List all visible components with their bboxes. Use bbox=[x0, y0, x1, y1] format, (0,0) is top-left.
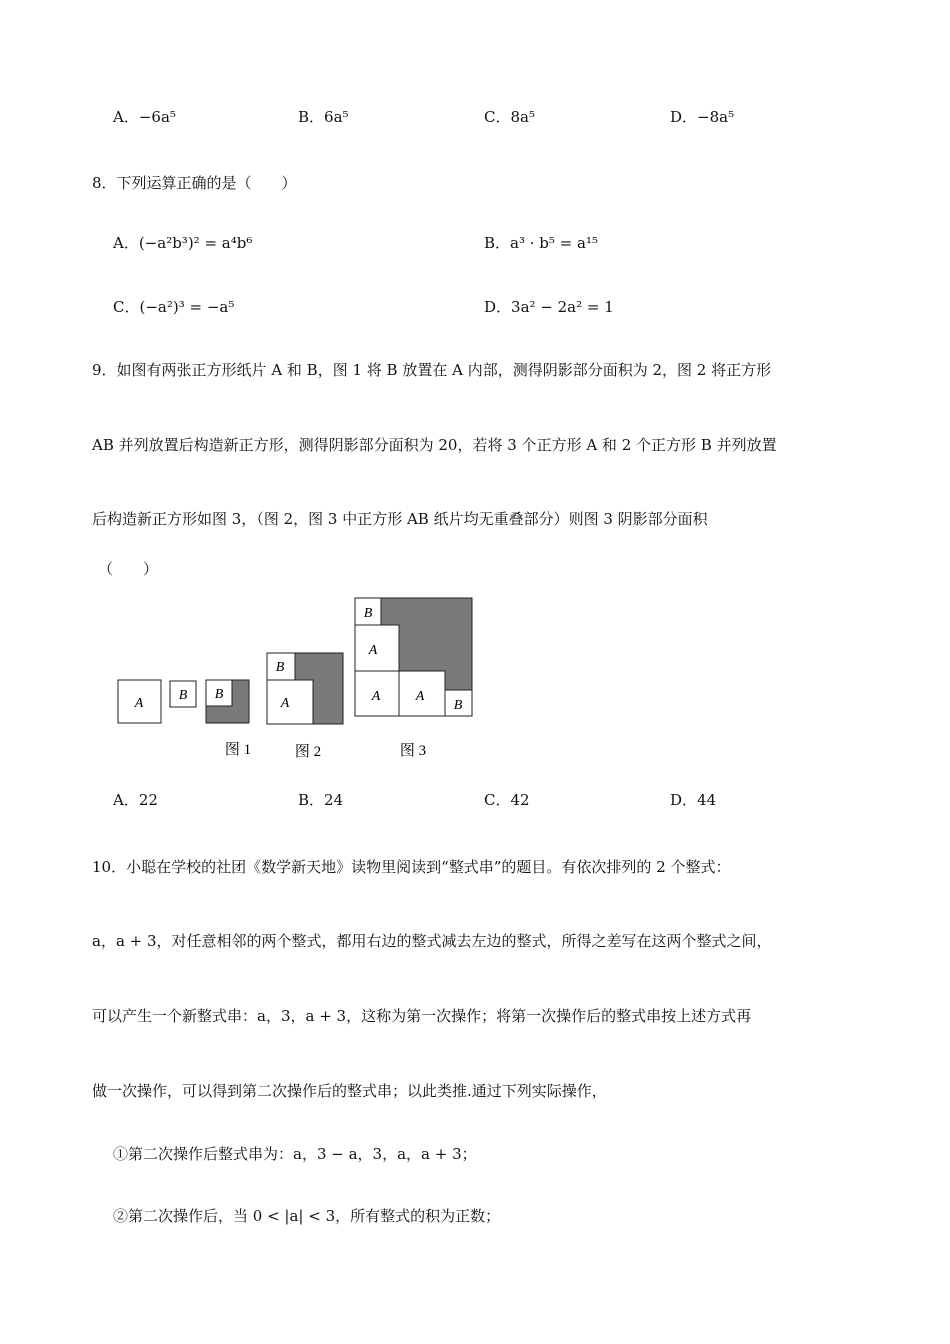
fig3-label-a-2: A bbox=[371, 689, 381, 704]
fig3-label-a-1: A bbox=[368, 643, 378, 658]
q7-option-d: D．−8a⁵ bbox=[670, 108, 735, 126]
fig1-inner-label-b: B bbox=[214, 687, 224, 702]
q8-option-c: C．(−a²)³ = −a⁵ bbox=[113, 298, 235, 316]
q8-option-a: A．(−a²b³)² = a⁴b⁶ bbox=[113, 234, 253, 252]
q9-line-1: 9．如图有两张正方形纸片 A 和 B，图 1 将 B 放置在 A 内部，测得阴影部分面积为 2，图 2 将正方形 bbox=[92, 361, 772, 379]
fig3-label-b-top: B bbox=[363, 606, 373, 621]
q9-line-2: AB 并列放置后构造新正方形，测得阴影部分面积为 20，若将 3 个正方形 A 和 2 个正方形 B 并列放置 bbox=[92, 436, 777, 454]
fig2-label-a: A bbox=[280, 696, 290, 711]
q8-option-d: D．3a² − 2a² = 1 bbox=[484, 298, 614, 316]
q9-option-c: C．42 bbox=[484, 791, 530, 809]
fig3-caption: 图 3 bbox=[399, 743, 427, 759]
q10-item-2: ②第二次操作后，当 0 < |a| < 3，所有整式的积为正数； bbox=[113, 1207, 501, 1225]
q10-item-1: ①第二次操作后整式串为：a，3 − a，3，a，a + 3； bbox=[113, 1145, 477, 1163]
fig2-label-b: B bbox=[275, 660, 285, 675]
q10-line-1: 10．小聪在学校的社团《数学新天地》读物里阅读到“整式串”的题目。有依次排列的 2 个整式： bbox=[92, 858, 731, 876]
fig2-square-a bbox=[267, 680, 313, 724]
fig1-label-a: A bbox=[134, 696, 144, 711]
q9-line-3: 后构造新正方形如图 3，（图 2，图 3 中正方形 AB 纸片均无重叠部分）则图 3 阴影部分面积 bbox=[92, 510, 708, 528]
q9-option-d: D．44 bbox=[670, 791, 717, 809]
q10-line-3: 可以产生一个新整式串：a，3，a + 3，这称为第一次操作；将第一次操作后的整式串按上述方式再 bbox=[92, 1007, 752, 1025]
q9-option-b: B．24 bbox=[298, 791, 344, 809]
q10-line-4: 做一次操作，可以得到第二次操作后的整式串；以此类推.通过下列实际操作， bbox=[92, 1082, 607, 1100]
fig3-label-b-bottom: B bbox=[453, 698, 463, 713]
q8-option-b: B．a³ · b⁵ = a¹⁵ bbox=[484, 234, 598, 252]
q9-option-a: A．22 bbox=[113, 791, 158, 809]
q9-line-4: （ ） bbox=[98, 560, 159, 578]
fig2-caption: 图 2 bbox=[294, 744, 322, 760]
q7-option-b: B．6a⁵ bbox=[298, 108, 349, 126]
q10-line-2: a，a + 3，对任意相邻的两个整式，都用右边的整式减去左边的整式，所得之差写在这两个整式之间， bbox=[92, 932, 772, 950]
q8-stem: 8．下列运算正确的是（ ） bbox=[92, 174, 297, 192]
fig1-label-b: B bbox=[178, 688, 188, 703]
q7-option-a: A．−6a⁵ bbox=[113, 108, 176, 126]
fig3-label-a-3: A bbox=[415, 689, 425, 704]
q7-option-c: C．8a⁵ bbox=[484, 108, 535, 126]
fig1-caption: 图 1 bbox=[224, 742, 252, 758]
